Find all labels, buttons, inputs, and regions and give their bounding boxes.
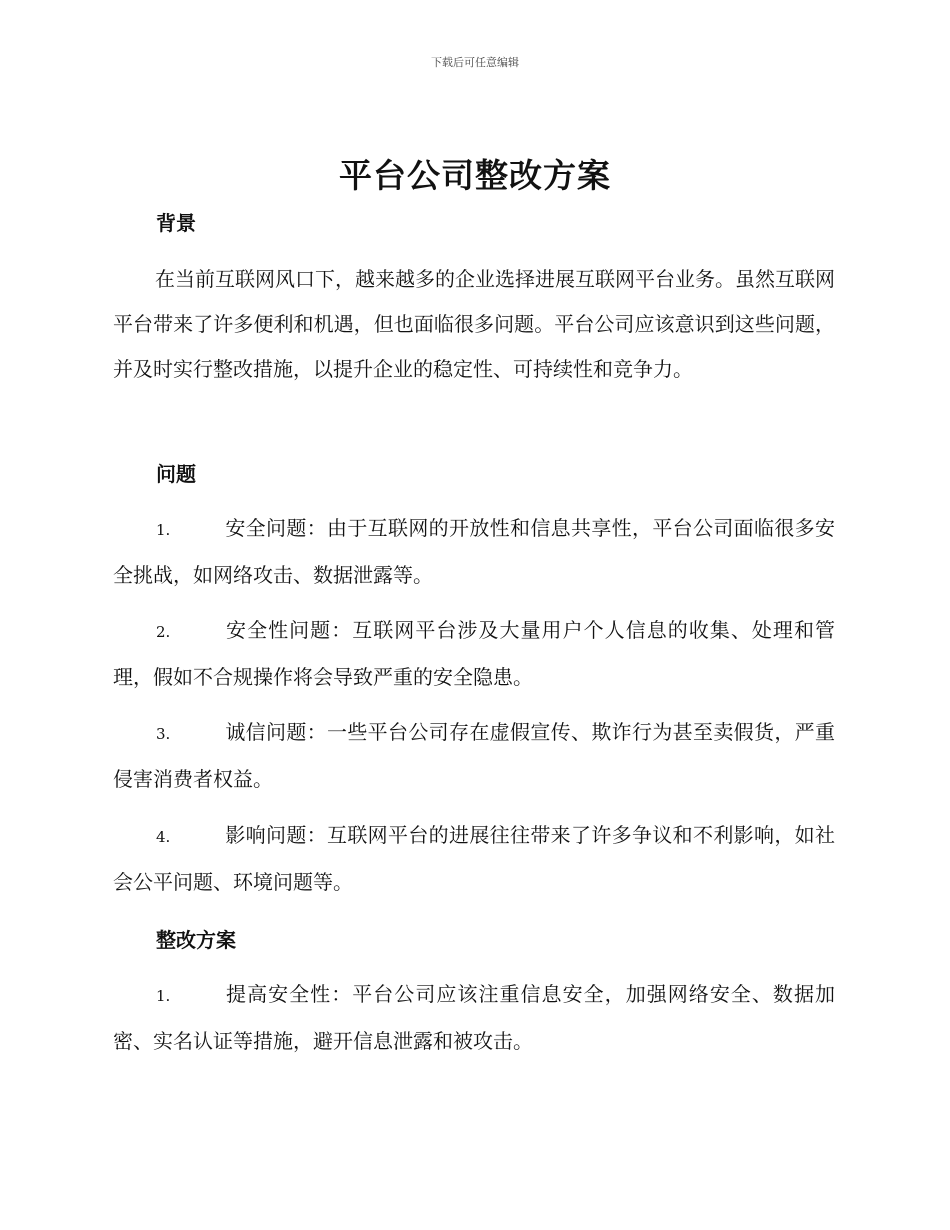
item-number: 2. (156, 623, 171, 641)
item-number: 3. (156, 725, 171, 743)
item-text: 安全性问题：互联网平台涉及大量用户个人信息的收集、处理和管理，假如不合规操作将会导致严重的安全隐患。 (113, 618, 835, 689)
problem-item (113, 813, 835, 905)
item-number: 4. (156, 828, 171, 846)
item-text: 影响问题：互联网平台的进展往往带来了许多争议和不利影响，如社会公平问题、环境问题等。 (113, 823, 835, 894)
document-title: 平台公司整改方案 (339, 156, 611, 195)
item-text: 诚信问题：一些平台公司存在虚假宣传、欺诈行为甚至卖假货，严重侵害消费者权益。 (113, 720, 835, 791)
item-number: 1. (156, 987, 171, 1005)
plan-item (113, 972, 835, 1064)
item-text: 安全问题：由于互联网的开放性和信息共享性，平台公司面临很多安全挑战，如网络攻击、数据泄露等。 (113, 516, 835, 587)
item-text: 提高安全性：平台公司应该注重信息安全，加强网络安全、数据加密、实名认证等措施，避开信息泄露和被攻击。 (113, 982, 835, 1053)
item-number: 1. (156, 521, 171, 539)
problem-item (113, 608, 835, 700)
problem-item (113, 506, 835, 598)
section-heading-problems: 问题 (156, 462, 196, 486)
background-paragraph: 在当前互联网风口下，越来越多的企业选择进展互联网平台业务。虽然互联网平台带来了许多便利和机遇，但也面临很多问题。平台公司应该意识到这些问题，并及时实行整改措施，以提升企业的稳定性、可持续性和竞争力。 (113, 267, 835, 381)
section-heading-background: 背景 (156, 211, 196, 235)
header-note: 下载后可任意编辑 (431, 56, 519, 69)
problem-item (113, 710, 835, 802)
section-heading-rectification-plan: 整改方案 (156, 928, 236, 952)
